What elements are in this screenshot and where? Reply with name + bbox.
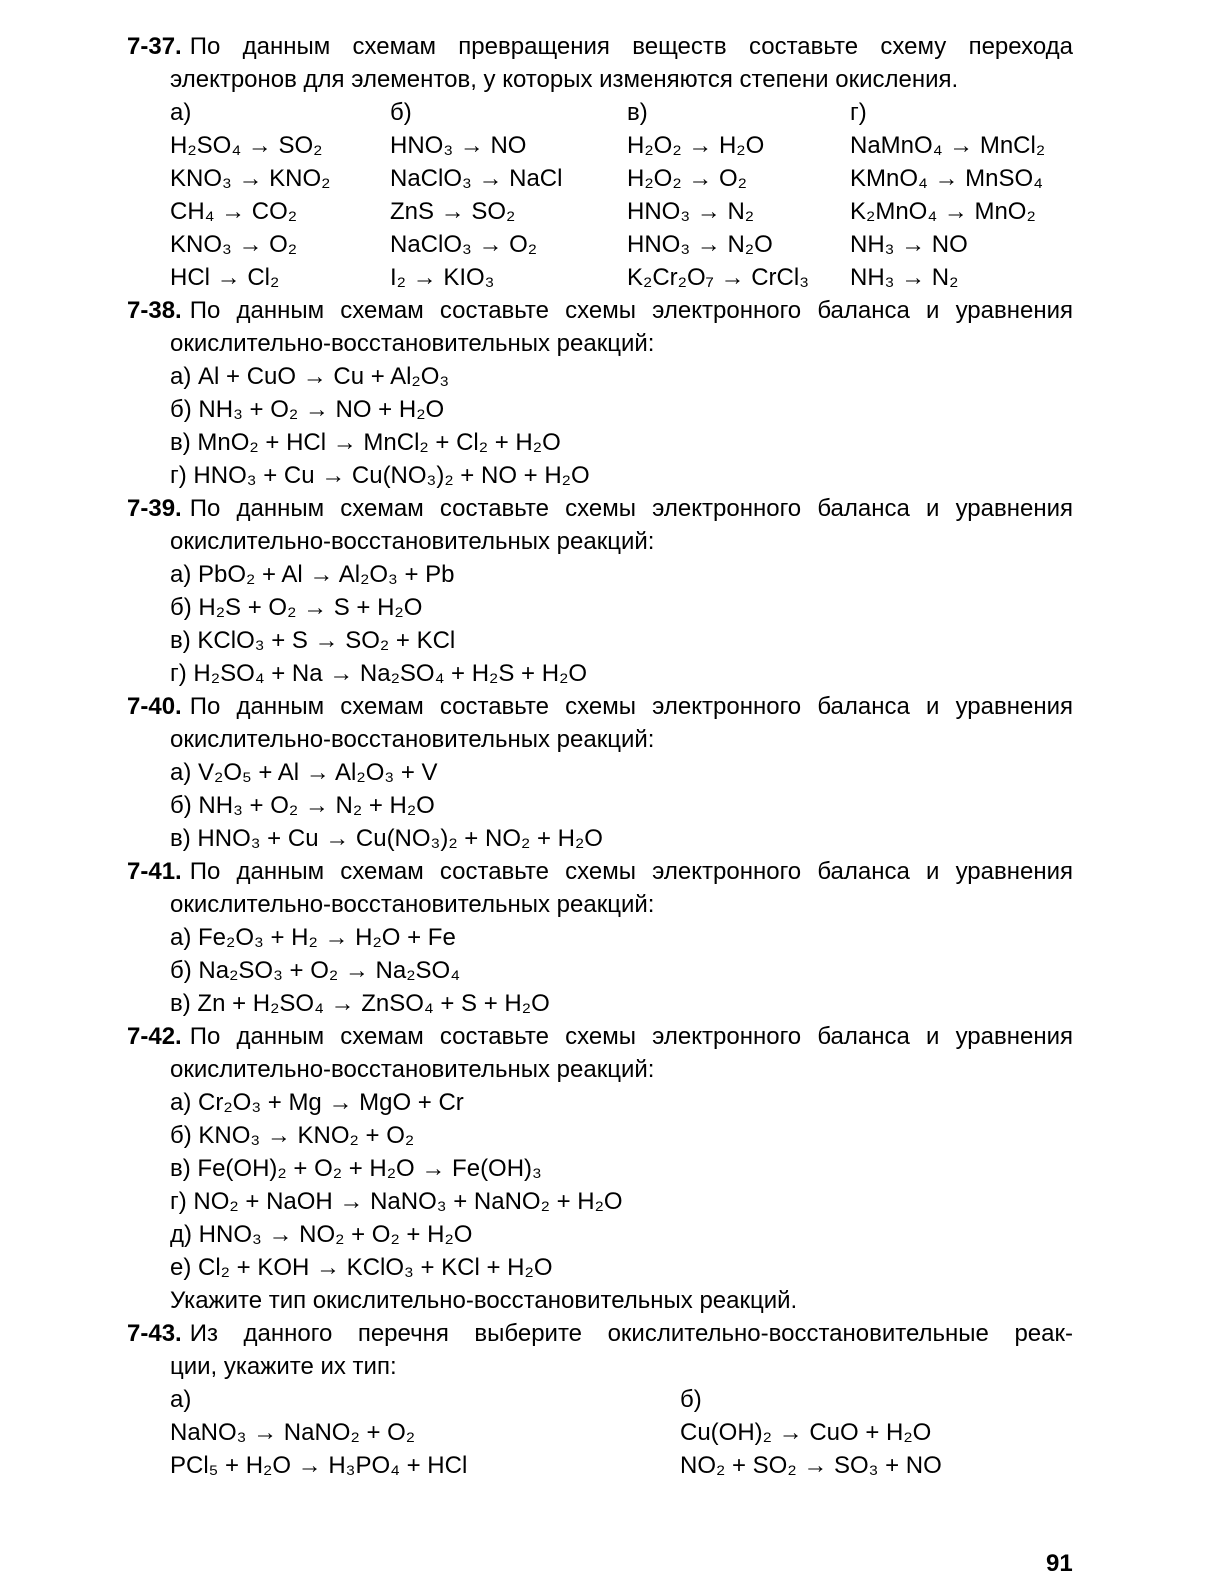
column-label: б) xyxy=(680,1386,702,1413)
reaction-item: а) PbO₂ + Al → Al₂O₃ + Pb xyxy=(170,561,455,588)
reaction-item: в) KClO₃ + S → SO₂ + KCl xyxy=(170,627,456,654)
scheme-column xyxy=(850,96,1090,294)
column-label: б) xyxy=(390,99,412,126)
scheme-item: NH₃ → NO xyxy=(850,231,968,258)
task-text: По данным схемам составьте схемы электронного баланса и уравнения xyxy=(189,495,1073,522)
scheme-item: KNO₃ → KNO₂ xyxy=(170,165,331,192)
task-heading xyxy=(127,1020,1073,1053)
task-heading xyxy=(127,294,1073,327)
task-number: 7-42. xyxy=(127,1023,182,1050)
task-7-42 xyxy=(127,1020,1073,1317)
task-text-continued: окислительно-восстановительных реакций: xyxy=(170,330,655,357)
task-number: 7-41. xyxy=(127,858,182,885)
task-7-39 xyxy=(127,492,1073,690)
scheme-item: NO₂ + SO₂ → SO₃ + NO xyxy=(680,1452,942,1479)
scheme-item: HNO₃ → N₂ xyxy=(627,198,755,225)
scheme-item: NaClO₃ → NaCl xyxy=(390,165,563,192)
task-text: По данным схемам превращения веществ составьте схему перехода xyxy=(189,33,1073,60)
task-text-continued: окислительно-восстановительных реакций: xyxy=(170,891,655,918)
task-text: По данным схемам составьте схемы электронного баланса и уравнения xyxy=(189,297,1073,324)
reaction-item: в) HNO₃ + Cu → Cu(NO₃)₂ + NO₂ + H₂O xyxy=(170,825,603,852)
scheme-item: H₂O₂ → O₂ xyxy=(627,165,747,192)
column-label: а) xyxy=(170,1386,192,1413)
task-text-continued: ции, укажите их тип: xyxy=(170,1353,397,1380)
scheme-item: ZnS → SO₂ xyxy=(390,198,516,225)
task-text: По данным схемам составьте схемы электронного баланса и уравнения xyxy=(189,1023,1073,1050)
scheme-item: NH₃ → N₂ xyxy=(850,264,959,291)
task-number: 7-40. xyxy=(127,693,182,720)
reaction-item: в) MnO₂ + HCl → MnCl₂ + Cl₂ + H₂O xyxy=(170,429,561,456)
scheme-item: K₂MnO₄ → MnO₂ xyxy=(850,198,1036,225)
scheme-item: K₂Cr₂O₇ → CrCl₃ xyxy=(627,264,809,291)
scheme-column xyxy=(170,1383,680,1482)
column-label: в) xyxy=(627,99,648,126)
task-heading xyxy=(127,690,1073,723)
task-heading xyxy=(127,30,1073,63)
reaction-item: а) V₂O₅ + Al → Al₂O₃ + V xyxy=(170,759,438,786)
task-heading xyxy=(127,1317,1073,1350)
task-number: 7-37. xyxy=(127,33,182,60)
scheme-columns xyxy=(127,96,1073,294)
scheme-item: H₂SO₄ → SO₂ xyxy=(170,132,323,159)
scheme-item: HNO₃ → N₂O xyxy=(627,231,773,258)
scheme-column xyxy=(627,96,850,294)
reaction-item: б) H₂S + O₂ → S + H₂O xyxy=(170,594,423,621)
task-heading xyxy=(127,855,1073,888)
task-text: По данным схемам составьте схемы электронного баланса и уравнения xyxy=(189,693,1073,720)
scheme-item: KNO₃ → O₂ xyxy=(170,231,298,258)
task-7-37 xyxy=(127,30,1073,294)
reaction-item: д) HNO₃ → NO₂ + O₂ + H₂O xyxy=(170,1221,473,1248)
textbook-page xyxy=(127,30,1073,1482)
reaction-item: в) Zn + H₂SO₄ → ZnSO₄ + S + H₂O xyxy=(170,990,550,1017)
scheme-item: CH₄ → CO₂ xyxy=(170,198,298,225)
reaction-item: б) KNO₃ → KNO₂ + O₂ xyxy=(170,1122,415,1149)
column-label: г) xyxy=(850,99,867,126)
scheme-item: PCl₅ + H₂O → H₃PO₄ + HCl xyxy=(170,1452,468,1479)
scheme-column xyxy=(680,1383,1080,1482)
scheme-item: NaMnO₄ → MnCl₂ xyxy=(850,132,1046,159)
task-text-continued: электронов для элементов, у которых изменяются степени окисления. xyxy=(170,66,959,93)
task-number: 7-38. xyxy=(127,297,182,324)
reaction-item: а) Fe₂O₃ + H₂ → H₂O + Fe xyxy=(170,924,456,951)
task-text: Из данного перечня выберите окислительно-восстановительные реак- xyxy=(189,1320,1073,1347)
task-number: 7-39. xyxy=(127,495,182,522)
reaction-item: б) Na₂SO₃ + O₂ → Na₂SO₄ xyxy=(170,957,460,984)
scheme-item: HCl → Cl₂ xyxy=(170,264,280,291)
task-7-41 xyxy=(127,855,1073,1020)
task-text-continued: окислительно-восстановительных реакций: xyxy=(170,726,655,753)
scheme-item: NaClO₃ → O₂ xyxy=(390,231,538,258)
scheme-item: Cu(OH)₂ → CuO + H₂O xyxy=(680,1419,932,1446)
reaction-item: б) NH₃ + O₂ → NO + H₂O xyxy=(170,396,445,423)
reaction-item: б) NH₃ + O₂ → N₂ + H₂O xyxy=(170,792,435,819)
column-label: а) xyxy=(170,99,192,126)
scheme-column xyxy=(390,96,627,294)
scheme-item: H₂O₂ → H₂O xyxy=(627,132,765,159)
reaction-item: а) Al + CuO → Cu + Al₂O₃ xyxy=(170,363,450,390)
task-heading xyxy=(127,492,1073,525)
reaction-item: е) Cl₂ + KOH → KClO₃ + KCl + H₂O xyxy=(170,1254,553,1281)
reaction-item: г) NO₂ + NaOH → NaNO₃ + NaNO₂ + H₂O xyxy=(170,1188,623,1215)
task-text-continued: окислительно-восстановительных реакций: xyxy=(170,528,655,555)
reaction-item: а) Cr₂O₃ + Mg → MgO + Cr xyxy=(170,1089,464,1116)
task-7-38 xyxy=(127,294,1073,492)
task-number: 7-43. xyxy=(127,1320,182,1347)
reaction-item: в) Fe(OH)₂ + O₂ + H₂O → Fe(OH)₃ xyxy=(170,1155,542,1182)
reaction-item: г) HNO₃ + Cu → Cu(NO₃)₂ + NO + H₂O xyxy=(170,462,590,489)
scheme-item: HNO₃ → NO xyxy=(390,132,527,159)
reaction-item: г) H₂SO₄ + Na → Na₂SO₄ + H₂S + H₂O xyxy=(170,660,588,687)
scheme-column xyxy=(170,96,390,294)
task-7-43 xyxy=(127,1317,1073,1482)
task-text: По данным схемам составьте схемы электронного баланса и уравнения xyxy=(189,858,1073,885)
reaction-item: Укажите тип окислительно-восстановительных реакций. xyxy=(170,1287,798,1314)
page-number: 91 xyxy=(1046,1550,1073,1577)
scheme-columns xyxy=(127,1383,1073,1482)
scheme-item: NaNO₃ → NaNO₂ + O₂ xyxy=(170,1419,416,1446)
scheme-item: I₂ → KIO₃ xyxy=(390,264,495,291)
scheme-item: KMnO₄ → MnSO₄ xyxy=(850,165,1043,192)
task-7-40 xyxy=(127,690,1073,855)
task-text-continued: окислительно-восстановительных реакций: xyxy=(170,1056,655,1083)
